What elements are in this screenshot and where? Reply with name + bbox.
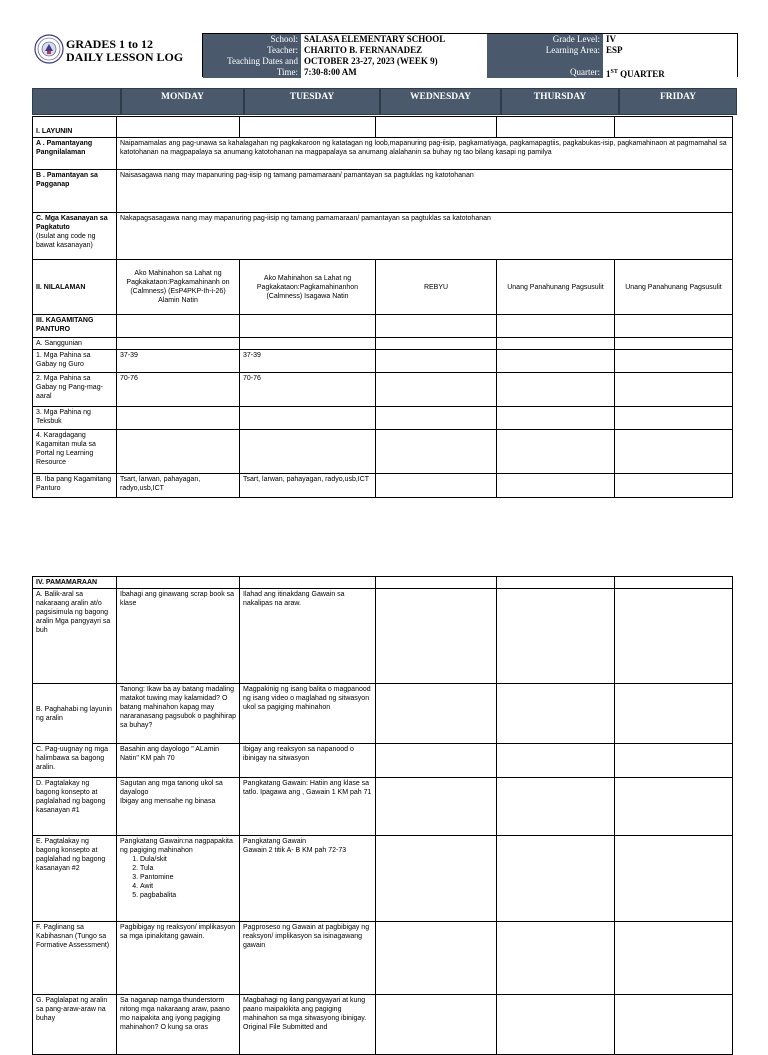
dates-label: Teaching Dates and xyxy=(203,56,301,67)
empty-cell xyxy=(240,338,376,350)
dates-value: OCTOBER 23-27, 2023 (WEEK 9) xyxy=(301,56,487,67)
lesson-table-part2 xyxy=(32,576,733,1055)
gabay-guro-label: 1. Mga Pahina sa Gabay ng Guro xyxy=(33,350,117,373)
header-info-grid xyxy=(202,33,738,77)
day-monday: MONDAY xyxy=(121,88,244,115)
list-item: 2. Tula xyxy=(140,864,236,873)
empty-cell xyxy=(497,995,615,1055)
empty-cell xyxy=(376,373,497,407)
table-row xyxy=(33,684,733,744)
quarter-text: QUARTER xyxy=(617,69,665,78)
empty-cell xyxy=(615,315,733,338)
table-row xyxy=(33,589,733,684)
empty-cell xyxy=(497,589,615,684)
time-label: Time: xyxy=(203,67,301,78)
empty-cell xyxy=(117,407,240,430)
title-line-1: GRADES 1 to 12 xyxy=(66,37,154,51)
day-wednesday: WEDNESDAY xyxy=(380,88,501,115)
empty-cell xyxy=(497,836,615,922)
sanggunian-label: A. Sanggunian xyxy=(33,338,117,350)
empty-cell xyxy=(615,373,733,407)
paghahabi-tuesday: Magpakinig ng isang balita o magpanood ng isang video o maglahad ng sitwasyon ukol sa pagiging mahinahon xyxy=(240,684,376,744)
nilalaman-tuesday: Ako Mahinahon sa Lahat ng Pagkakataon:Pagkamahinanhon (Calmness) Isagawa Natin xyxy=(240,260,376,315)
empty-cell xyxy=(615,922,733,995)
empty-cell xyxy=(615,338,733,350)
empty-cell xyxy=(376,117,497,138)
gabay-guro-tuesday: 37-39 xyxy=(240,350,376,373)
title-line-2: DAILY LESSON LOG xyxy=(66,50,184,64)
table-row xyxy=(33,138,733,170)
empty-cell xyxy=(117,577,240,589)
pagtalakay-1-monday-line2: Ibigay ang mensahe ng binasa xyxy=(120,798,216,805)
empty-cell xyxy=(117,315,240,338)
gabay-guro-monday: 37-39 xyxy=(117,350,240,373)
pagtalakay-1-monday-line1: Sagutan ang mga tanong ukol sa dayalogo xyxy=(120,780,223,796)
empty-cell xyxy=(497,744,615,778)
balik-aral-label: A. Balik-aral sa nakaraang aralin at/o pagsisimula ng bagong aralin Mga pangyayri sa buh xyxy=(33,589,117,684)
table-row xyxy=(33,338,733,350)
empty-cell xyxy=(376,995,497,1055)
pagtalakay-2-tuesday-line2: Gawain 2 titik A- B KM pah 72-73 xyxy=(243,847,347,854)
kasanayan-label-cell xyxy=(33,213,117,260)
table-row xyxy=(33,373,733,407)
empty-cell xyxy=(615,117,733,138)
paglinang-tuesday: Pagproseso ng Gawain at pagbibigay ng reaksyon/ implikasyon sa isinagawang gawain xyxy=(240,922,376,995)
empty-cell xyxy=(376,778,497,836)
pamantayan-pagganap-text: Naisasagawa nang may mapanuring pag-iisip ng tamang pamamaraan/ pamantayan sa pagtuklas ng katotohanan xyxy=(117,170,733,213)
empty-cell xyxy=(376,589,497,684)
empty-cell xyxy=(117,117,240,138)
grade-level-value: IV xyxy=(603,34,737,45)
empty-cell xyxy=(376,922,497,995)
pagtalakay-2-tuesday xyxy=(240,836,376,922)
gabay-mag-aaral-label: 2. Mga Pahina sa Gabay ng Pang-mag-aaral xyxy=(33,373,117,407)
empty-cell xyxy=(497,338,615,350)
paglalapat-tuesday: Magbahagi ng ilang pangyayari at kung paano maipakikita ang pagiging mahinahon sa mga sitwasyong ibinigay. Original File Submitted and xyxy=(240,995,376,1055)
portal-label: 4. Karagdagang Kagamitan mula sa Portal ng Learning Resource xyxy=(33,430,117,474)
empty-cell xyxy=(376,836,497,922)
empty-cell xyxy=(615,430,733,474)
quarter-label-cell xyxy=(487,56,603,78)
empty-cell xyxy=(497,350,615,373)
table-row xyxy=(33,922,733,995)
paghahabi-monday: Tanong: Ikaw ba ay batang madaling matakot tuwing may kalamidad? O batang mahinahon kapag may nararanasang pagsubok o paghihirap sa buhay? xyxy=(117,684,240,744)
pagtalakay-2-tuesday-line1: Pangkatang Gawain xyxy=(243,838,307,845)
empty-cell xyxy=(376,744,497,778)
empty-cell xyxy=(615,350,733,373)
empty-cell xyxy=(240,117,376,138)
list-item: 1. Dula/skit xyxy=(140,855,236,864)
nilalaman-wednesday: REBYU xyxy=(376,260,497,315)
empty-cell xyxy=(497,407,615,430)
learning-area-value: ESP xyxy=(603,45,737,56)
day-friday: FRIDAY xyxy=(619,88,737,115)
table-row xyxy=(33,474,733,498)
form-title xyxy=(66,38,183,64)
pagtalakay-1-monday xyxy=(117,778,240,836)
empty-cell xyxy=(376,315,497,338)
pag-uugnay-label: C. Pag-uugnay ng mga halimbawa sa bagong aralin. xyxy=(33,744,117,778)
empty-cell xyxy=(497,430,615,474)
gabay-mag-aaral-monday: 70-76 xyxy=(117,373,240,407)
table-row xyxy=(33,778,733,836)
empty-cell xyxy=(376,407,497,430)
iba-kagamitan-tuesday: Tsart, larwan, pahayagan, radyo,usb,ICT xyxy=(240,474,376,498)
teksbuk-label: 3. Mga Pahina ng Teksbuk xyxy=(33,407,117,430)
grade-level-label: Grade Level: xyxy=(487,34,603,45)
day-tuesday: TUESDAY xyxy=(244,88,380,115)
deped-seal-icon xyxy=(34,34,64,64)
empty-cell xyxy=(615,778,733,836)
empty-cell xyxy=(615,407,733,430)
table-row xyxy=(33,315,733,338)
paglalapat-label: G. Paglalapat ng aralin sa pang-araw-araw na buhay xyxy=(33,995,117,1055)
table-row xyxy=(33,260,733,315)
empty-cell xyxy=(497,922,615,995)
pagtalakay-2-monday xyxy=(117,836,240,922)
nilalaman-thursday: Unang Panahunang Pagsusulit xyxy=(497,260,615,315)
quarter-label: Quarter: xyxy=(570,67,600,77)
empty-cell xyxy=(615,577,733,589)
pag-uugnay-monday: Basahin ang dayologo " ALamin Natin" KM pah 70 xyxy=(117,744,240,778)
empty-cell xyxy=(497,373,615,407)
empty-cell xyxy=(497,684,615,744)
empty-cell xyxy=(615,474,733,498)
empty-cell xyxy=(376,684,497,744)
quarter-ordinal: ST xyxy=(610,69,618,75)
nilalaman-friday: Unang Panahunang Pagsusulit xyxy=(615,260,733,315)
kasanayan-note: (Isulat ang code ng bawat kasanayan) xyxy=(36,233,96,249)
paglinang-label: F. Paglinang sa Kabihasnan (Tungo sa Formative Assessment) xyxy=(33,922,117,995)
pag-uugnay-tuesday: Ibigay ang reaksyon sa napanood o ibinigay na sitwasyon xyxy=(240,744,376,778)
empty-cell xyxy=(240,407,376,430)
nilalaman-monday: Ako Mahinahon sa Lahat ng Pagkakataon:Pagkamahinanh on (Calmness) (EsP4PKP-Ih-i-26) Alamin Natin xyxy=(117,260,240,315)
empty-cell xyxy=(497,315,615,338)
school-label: School: xyxy=(203,34,301,45)
empty-cell xyxy=(376,338,497,350)
empty-cell xyxy=(376,430,497,474)
table-row xyxy=(33,836,733,922)
pagtalakay-2-label: E. Pagtalakay ng bagong konsepto at paglalahad ng bagong kasanayan #2 xyxy=(33,836,117,922)
empty-cell xyxy=(497,778,615,836)
quarter-value xyxy=(603,56,737,78)
pamamaraan-label: IV. PAMAMARAAN xyxy=(33,577,117,589)
kasanayan-label: C. Mga Kasanayan sa Pagkatuto xyxy=(36,215,108,231)
empty-cell xyxy=(240,577,376,589)
table-row xyxy=(33,995,733,1055)
paglalapat-monday: Sa naganap namga thunderstorm nitong mga nakaraang araw, paano mo naipakita ang iyong pagiging mahinahon? O kung sa oras xyxy=(117,995,240,1055)
empty-cell xyxy=(615,995,733,1055)
empty-cell xyxy=(615,589,733,684)
balik-aral-monday: Ibahagi ang ginawang scrap book sa klase xyxy=(117,589,240,684)
pamantayan-pagganap-label: B . Pamantayan sa Pagganap xyxy=(33,170,117,213)
empty-cell xyxy=(497,117,615,138)
kasanayan-text: Nakapagsasagawa nang may mapanuring pag-iisip ng tamang pamamaraan/ pamantayan sa pagtuklas sa katotohanan xyxy=(117,213,733,260)
empty-cell xyxy=(240,315,376,338)
pagtalakay-1-label: D. Pagtalakay ng bagong konsepto at paglalahad ng bagong kasanayan #1 xyxy=(33,778,117,836)
quarter-number: 1 xyxy=(606,69,611,78)
empty-cell xyxy=(376,474,497,498)
learning-area-label: Learning Area: xyxy=(487,45,603,56)
day-header-row xyxy=(32,88,737,115)
gabay-mag-aaral-tuesday: 70-76 xyxy=(240,373,376,407)
teacher-label: Teacher: xyxy=(203,45,301,56)
pamantayang-pangnilalaman-label: A . Pamantayang Pangnilalaman xyxy=(33,138,117,170)
school-value: SALASA ELEMENTARY SCHOOL xyxy=(301,34,487,45)
list-item: 3. Pantomine xyxy=(140,873,236,882)
table-row xyxy=(33,170,733,213)
table-row xyxy=(33,117,733,138)
day-header-blank xyxy=(32,88,121,115)
balik-aral-tuesday: Ilahad ang itinakdang Gawain sa nakalipas na araw. xyxy=(240,589,376,684)
empty-cell xyxy=(615,684,733,744)
kagamitan-label: III. KAGAMITANG PANTURO xyxy=(33,315,117,338)
empty-cell xyxy=(615,836,733,922)
paglinang-monday: Pagbibigay ng reaksyon/ implikasyon sa mga ipinakitang gawain. xyxy=(117,922,240,995)
iba-kagamitan-monday: Tsart, larwan, pahayagan, radyo,usb,ICT xyxy=(117,474,240,498)
list-item: 5. pagbabalita xyxy=(140,891,236,900)
table-row xyxy=(33,213,733,260)
iba-kagamitan-label: B. Iba pang Kagamitang Panturo xyxy=(33,474,117,498)
table-row xyxy=(33,407,733,430)
activity-list xyxy=(120,855,236,900)
table-row xyxy=(33,744,733,778)
teacher-value: CHARITO B. FERNANADEZ xyxy=(301,45,487,56)
layunin-label: I. LAYUNIN xyxy=(33,117,117,138)
pagtalakay-2-monday-intro: Pangkatang Gawain:na nagpapakita ng pagiging mahinahon xyxy=(120,838,233,854)
table-row xyxy=(33,577,733,589)
paghahabi-label: B. Paghahabi ng layunin ng aralin xyxy=(33,684,117,744)
time-value: 7:30-8:00 AM xyxy=(301,67,487,78)
empty-cell xyxy=(615,744,733,778)
empty-cell xyxy=(497,474,615,498)
lesson-table-part1 xyxy=(32,116,733,498)
empty-cell xyxy=(240,430,376,474)
pamantayang-pangnilalaman-text: Naipamamalas ang pag-unawa sa kahalagahan ng pagkakaroon ng katatagan ng loob,mapanuring pag-iisip, pagkamatiyaga, pagkamapagtiis, pagkabukas-isip, pagkamahinaon at pagmamahal sa katotohanan na magpapalaya sa anumang katotohanan na magpapalaya sa anumang alalahanin sa buhay ng tao bilang kasapi ng pamilya xyxy=(117,138,733,170)
empty-cell xyxy=(376,577,497,589)
empty-cell xyxy=(117,338,240,350)
empty-cell xyxy=(497,577,615,589)
day-thursday: THURSDAY xyxy=(501,88,619,115)
pagtalakay-1-tuesday: Pangkatang Gawain: Hatiin ang klase sa tatlo. Ipagawa ang , Gawain 1 KM pah 71 xyxy=(240,778,376,836)
table-row xyxy=(33,430,733,474)
empty-cell xyxy=(376,350,497,373)
empty-cell xyxy=(117,430,240,474)
table-row xyxy=(33,350,733,373)
nilalaman-label: II. NILALAMAN xyxy=(33,260,117,315)
list-item: 4. Awit xyxy=(140,882,236,891)
